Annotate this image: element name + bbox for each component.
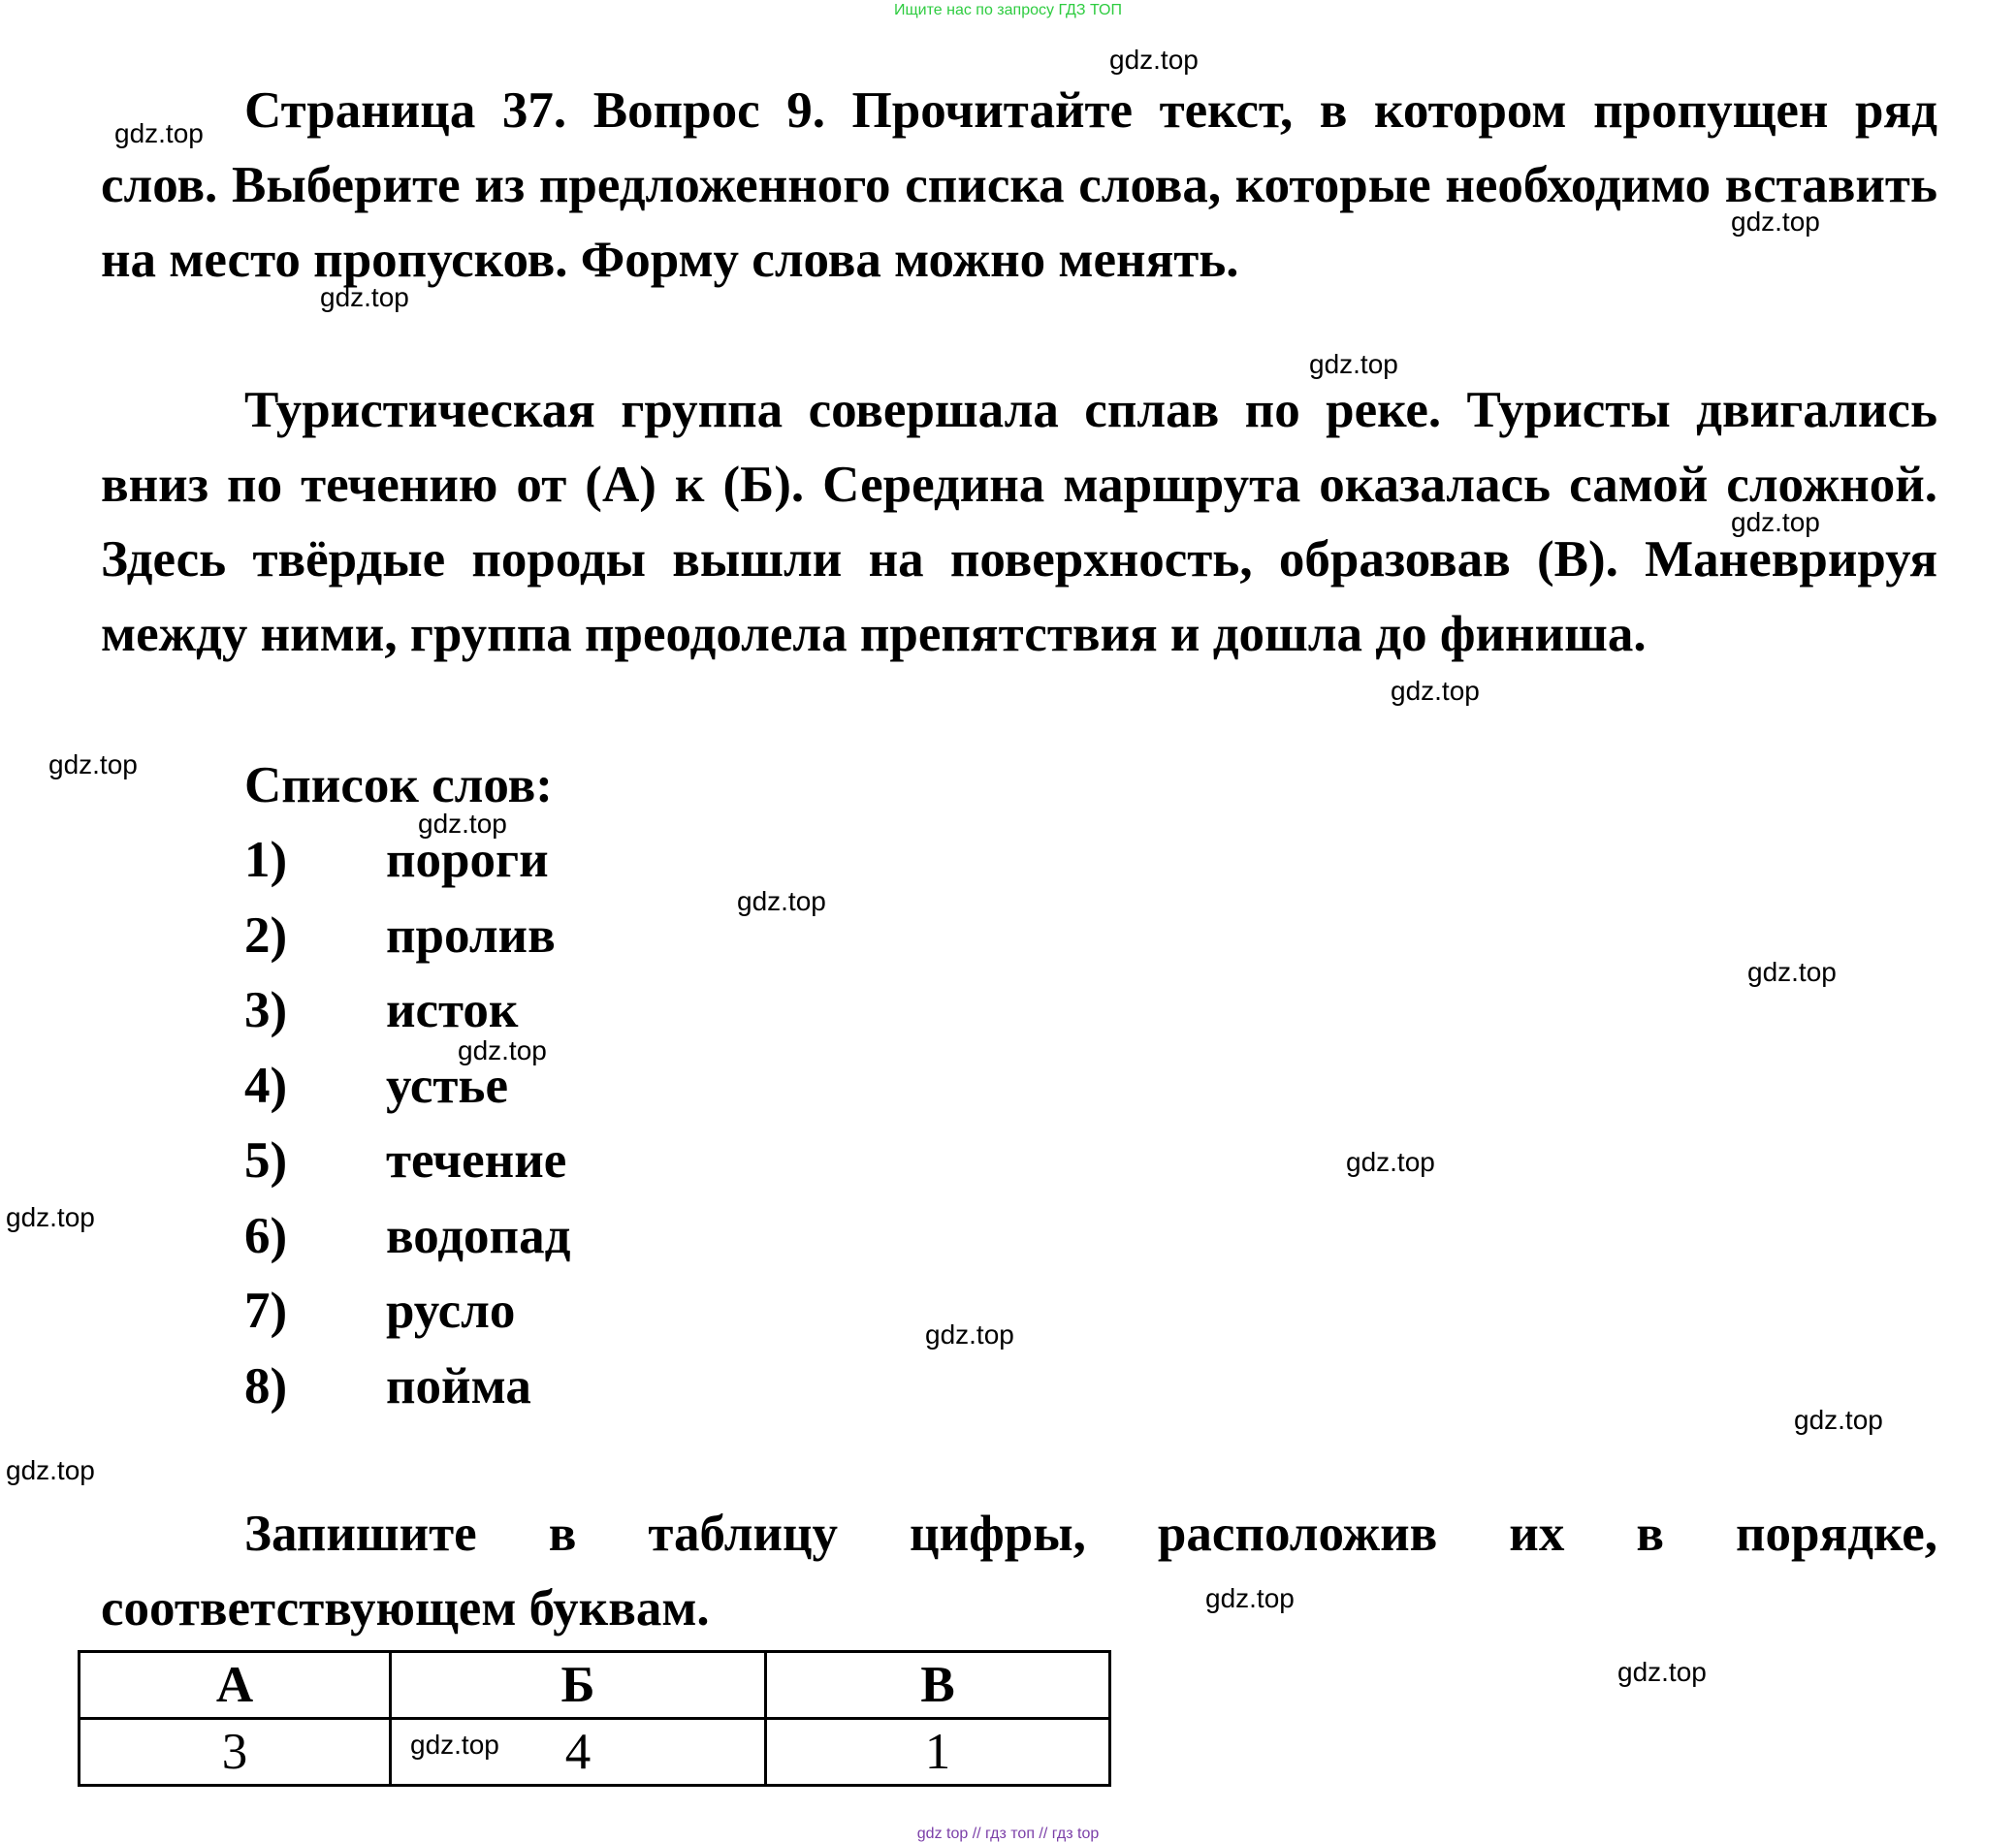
- list-item-word: пролив: [386, 906, 556, 964]
- watermark: gdz.top: [1309, 349, 1398, 379]
- table-cell: 3: [80, 1719, 391, 1786]
- watermark: gdz.top: [925, 1319, 1014, 1350]
- list-item: [244, 1124, 570, 1199]
- header-banner[interactable]: Ищите нас по запросу ГДЗ ТОП: [894, 2, 1122, 18]
- footer-banner[interactable]: gdz top // гдз топ // гдз top: [916, 1826, 1100, 1842]
- watermark: gdz.top: [410, 1730, 499, 1760]
- word-list: [244, 823, 570, 1424]
- question-paragraph: Страница 37. Вопрос 9. Прочитайте текст, в котором пропущен ряд слов. Выберите из предложенного списка слова, которые необходимо вставить на место пропусков. Форму слова можно менять.: [101, 82, 1937, 288]
- list-item-word: пойма: [386, 1357, 531, 1414]
- list-item-number: 8): [244, 1357, 288, 1414]
- table-cell: 1: [766, 1719, 1110, 1786]
- list-item-word: водопад: [386, 1207, 571, 1264]
- answer-instruction: Запишите в таблицу цифры, расположив их в порядке, соответствующем буквам.: [101, 1506, 1937, 1636]
- table-header-cell: Б: [391, 1652, 766, 1719]
- list-item: [244, 899, 570, 974]
- table-header-cell: А: [80, 1652, 391, 1719]
- watermark: gdz.top: [6, 1455, 95, 1485]
- watermark: gdz.top: [1747, 957, 1837, 987]
- list-item-word: пороги: [386, 832, 549, 888]
- watermark: gdz.top: [1794, 1405, 1883, 1435]
- table-header-row: [80, 1652, 1110, 1719]
- watermark: gdz.top: [6, 1202, 95, 1232]
- list-item-number: 7): [244, 1283, 288, 1339]
- table-row: [80, 1719, 1110, 1786]
- watermark: gdz.top: [737, 886, 826, 916]
- list-item-word: русло: [386, 1283, 516, 1339]
- answer-table: [78, 1650, 1111, 1787]
- list-item-number: 5): [244, 1132, 288, 1189]
- watermark: gdz.top: [1391, 676, 1480, 706]
- story-paragraph: Туристическая группа совершала сплав по реке. Туристы двигались вниз по течению от (А) к (Б). Середина маршрута оказалась самой сложной. Здесь твёрдые породы вышли на поверхность, образовав (В). Маневрируя между ними, группа преодолела препятствия и дошла до финиша.: [101, 382, 1937, 662]
- watermark: gdz.top: [1731, 207, 1820, 237]
- table-cell: 4: [391, 1719, 766, 1786]
- list-item-word: устье: [386, 1057, 508, 1114]
- list-item-word: течение: [386, 1132, 567, 1189]
- watermark: gdz.top: [320, 282, 409, 312]
- table-header-cell: В: [766, 1652, 1110, 1719]
- list-item: [244, 823, 570, 899]
- watermark: gdz.top: [1205, 1583, 1295, 1613]
- list-item: [244, 1274, 570, 1350]
- list-item-number: 3): [244, 982, 288, 1038]
- list-item-number: 2): [244, 906, 288, 964]
- list-item-number: 1): [244, 832, 288, 888]
- watermark: gdz.top: [458, 1035, 547, 1065]
- watermark: gdz.top: [418, 809, 507, 839]
- watermark: gdz.top: [48, 749, 138, 779]
- watermark: gdz.top: [1731, 507, 1820, 537]
- watermark: gdz.top: [1346, 1147, 1435, 1177]
- word-list-title: Список слов:: [244, 757, 553, 813]
- list-item: [244, 1199, 570, 1275]
- list-item-number: 4): [244, 1057, 288, 1114]
- list-item-number: 6): [244, 1207, 288, 1264]
- watermark: gdz.top: [114, 118, 204, 148]
- list-item: [244, 1350, 570, 1425]
- watermark: gdz.top: [1617, 1657, 1707, 1687]
- list-item-word: исток: [386, 982, 519, 1038]
- watermark: gdz.top: [1109, 45, 1199, 75]
